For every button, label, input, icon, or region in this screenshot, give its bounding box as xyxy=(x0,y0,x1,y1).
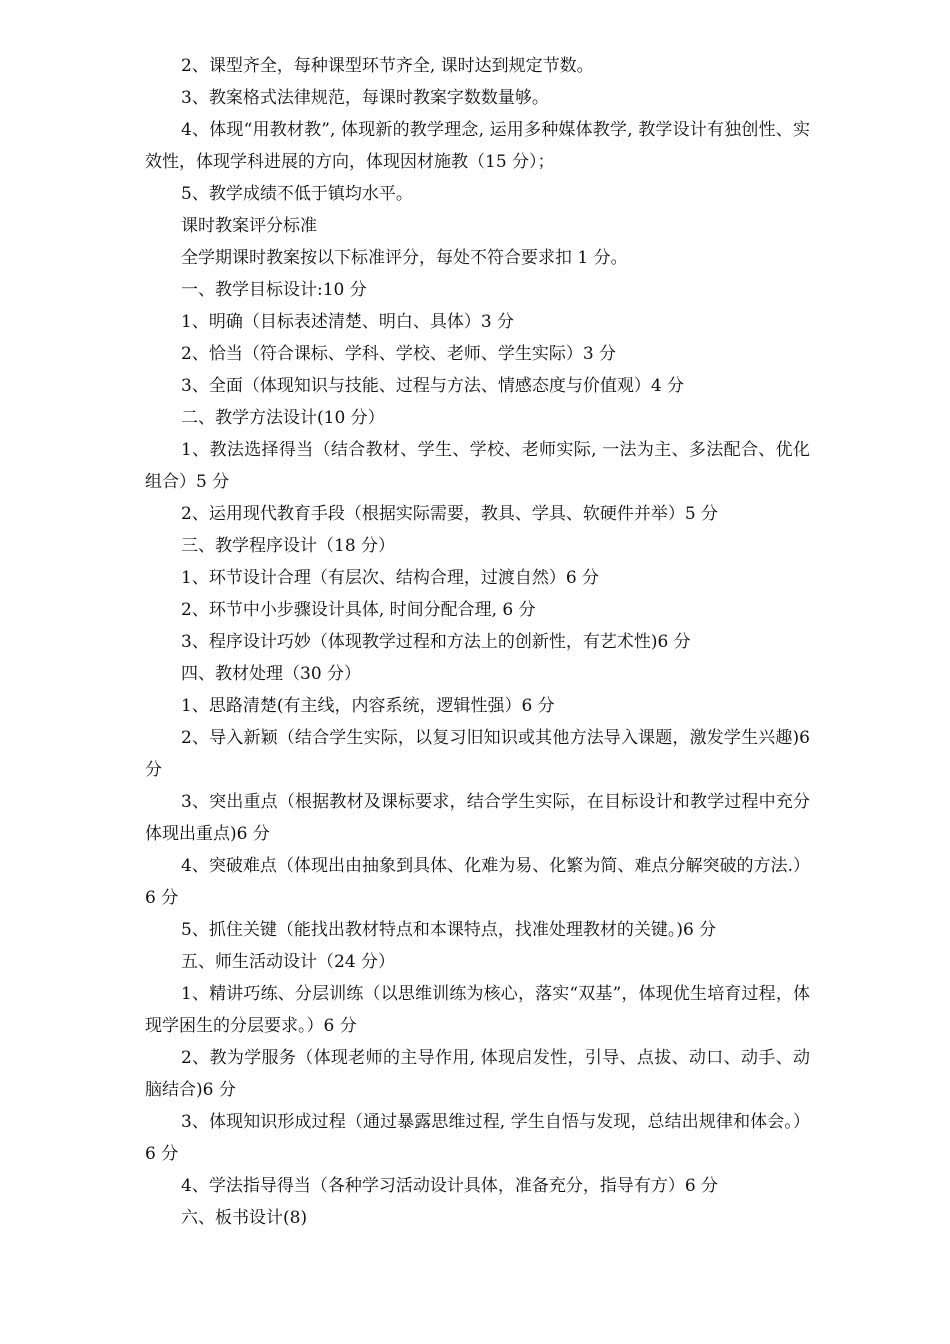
heading-teacher-student-activity-design: 五、师生活动设计（24 分） xyxy=(181,952,396,972)
paragraph-2: 3、教案格式法律规范，每课时教案字数数量够。 xyxy=(181,88,549,108)
section-heading-lesson-plan-scoring: 课时教案评分标准 xyxy=(181,216,317,236)
paragraph-25: 1、精讲巧练、分层训练（以思维训练为核心，落实“双基”，体现优生培育过程，体现学困生的分层要求。）6 分 xyxy=(145,984,810,1036)
paragraph-13: 2、运用现代教育手段（根据实际需要，教具、学具、软硬件并举）5 分 xyxy=(181,504,719,524)
heading-blackboard-design: 六、板书设计(8) xyxy=(181,1208,308,1228)
paragraph-26: 2、教为学服务（体现老师的主导作用, 体现启发性，引导、点拔、动口、动手、动脑结合)6 分 xyxy=(145,1048,810,1100)
paragraph-15: 1、环节设计合理（有层次、结构合理，过渡自然）6 分 xyxy=(181,568,600,588)
paragraph-12: 1、教法选择得当（结合教材、学生、学校、老师实际, 一法为主、多法配合、优化组合）5 分 xyxy=(145,440,810,492)
heading-textbook-handling: 四、教材处理（30 分） xyxy=(181,664,362,684)
paragraph-3: 4、体现“用教材教”, 体现新的教学理念, 运用多种媒体教学, 教学设计有独创性、实效性，体现学科进展的方向，体现因材施教（15 分）； xyxy=(145,120,810,172)
paragraph-6: 全学期课时教案按以下标准评分，每处不符合要求扣 1 分。 xyxy=(181,248,628,268)
heading-teaching-procedure-design: 三、教学程序设计（18 分） xyxy=(181,536,396,556)
heading-teaching-objective-design: 一、教学目标设计:10 分 xyxy=(181,280,367,300)
paragraph-1: 2、课型齐全，每种课型环节齐全, 课时达到规定节数。 xyxy=(181,56,594,76)
paragraph-23: 5、抓住关键（能找出教材特点和本课特点，找准处理教材的关键。)6 分 xyxy=(181,920,717,940)
paragraph-27: 3、体现知识形成过程（通过暴露思维过程, 学生自悟与发现，总结出规律和体会。）6 分 xyxy=(145,1112,810,1164)
paragraph-16: 2、环节中小步骤设计具体, 时间分配合理, 6 分 xyxy=(181,600,536,620)
paragraph-8: 1、明确（目标表述清楚、明白、具体）3 分 xyxy=(181,312,515,332)
paragraph-4: 5、教学成绩不低于镇均水平。 xyxy=(181,184,413,204)
heading-teaching-method-design: 二、教学方法设计(10 分） xyxy=(181,408,385,428)
document-body xyxy=(145,50,810,1234)
paragraph-20: 2、导入新颖（结合学生实际，以复习旧知识或其他方法导入课题，激发学生兴趣)6 分 xyxy=(145,728,810,780)
paragraph-17: 3、程序设计巧妙（体现教学过程和方法上的创新性，有艺术性)6 分 xyxy=(181,632,691,652)
paragraph-9: 2、恰当（符合课标、学科、学校、老师、学生实际）3 分 xyxy=(181,344,617,364)
paragraph-19: 1、思路清楚(有主线，内容系统，逻辑性强）6 分 xyxy=(181,696,555,716)
paragraph-10: 3、全面（体现知识与技能、过程与方法、情感态度与价值观）4 分 xyxy=(181,376,685,396)
paragraph-22: 4、突破难点（体现出由抽象到具体、化难为易、化繁为简、难点分解突破的方法.）6 分 xyxy=(145,856,810,908)
paragraph-28: 4、学法指导得当（各种学习活动设计具体，准备充分，指导有方）6 分 xyxy=(181,1176,719,1196)
paragraph-21: 3、突出重点（根据教材及课标要求，结合学生实际，在目标设计和教学过程中充分体现出重点)6 分 xyxy=(145,792,810,844)
